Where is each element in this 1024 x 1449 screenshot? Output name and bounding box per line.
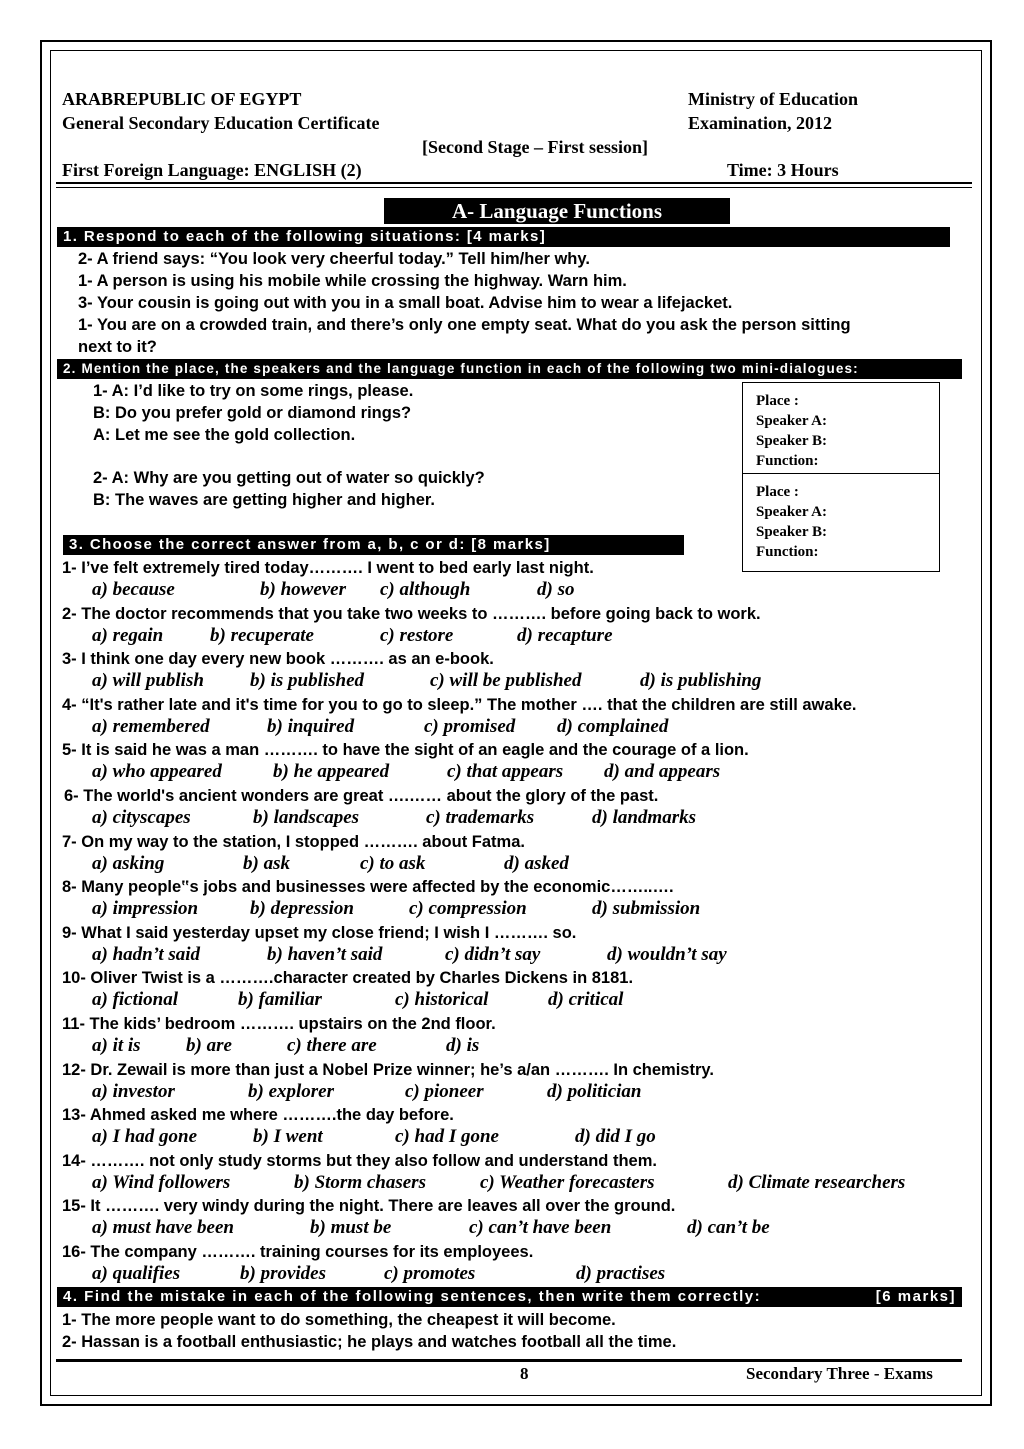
q3-option: c) Weather forecasters	[480, 1172, 655, 1193]
q3-options-row	[0, 1217, 960, 1239]
q1-item: 2- A friend says: “You look very cheerful today.” Tell him/her why.	[78, 250, 590, 268]
q3-question: 8- Many people‟s jobs and businesses were affected by the economic……..….	[62, 878, 674, 896]
header-exam: Examination, 2012	[688, 113, 833, 133]
q1-item: 3- Your cousin is going out with you in a small boat. Advise him to wear a lifejacket.	[78, 294, 733, 312]
q3-option: a) must have been	[92, 1217, 234, 1238]
q3-options-row	[0, 716, 960, 738]
q3-question: 1- I’ve felt extremely tired today………. I went to bed early last night.	[62, 559, 594, 577]
q3-option: a) regain	[92, 625, 164, 646]
header-rule-thin	[56, 187, 972, 188]
box-speaker-b-label: Speaker B:	[756, 433, 827, 449]
answer-box-dialogue2	[742, 473, 940, 572]
q3-option: b) Storm chasers	[294, 1172, 426, 1193]
q3-question: 10- Oliver Twist is a ……….character created by Charles Dickens in 8181.	[62, 969, 634, 987]
q3-options-row	[0, 944, 960, 966]
q3-question: 6- The world's ancient wonders are great ….…… about the glory of the past.	[64, 787, 659, 805]
q3-option: a) investor	[92, 1081, 175, 1102]
box-speaker-a-label: Speaker A:	[756, 413, 827, 429]
q3-option: d) Climate researchers	[728, 1172, 906, 1193]
q3-question: 2- The doctor recommends that you take two weeks to ………. before going back to work.	[62, 605, 761, 623]
q3-option: c) to ask	[360, 853, 426, 874]
q3-option: d) is publishing	[640, 670, 762, 691]
q3-option: c) can’t have been	[469, 1217, 612, 1238]
header-rule	[56, 182, 972, 184]
q3-option: b) I went	[253, 1126, 323, 1147]
q3-option: c) historical	[395, 989, 489, 1010]
dialogue1-line: B: Do you prefer gold or diamond rings?	[93, 404, 412, 422]
header-session: [Second Stage – First session]	[422, 137, 648, 157]
section-title: A- Language Functions	[384, 198, 730, 224]
q3-options-row	[0, 1035, 960, 1057]
q3-option: b) landscapes	[253, 807, 360, 828]
q1-item: 1- A person is using his mobile while crossing the highway. Warn him.	[78, 272, 627, 290]
q3-option: a) I had gone	[92, 1126, 198, 1147]
q3-question: 11- The kids’ bedroom ………. upstairs on the 2nd floor.	[62, 1015, 496, 1033]
q3-option: d) and appears	[604, 761, 721, 782]
q3-option: a) because	[92, 579, 175, 600]
q3-question: 12- Dr. Zewail is more than just a Nobel Prize winner; he’s a/an ………. In chemistry.	[62, 1061, 714, 1079]
q3-option: c) there are	[287, 1035, 377, 1056]
q3-option: d) asked	[504, 853, 569, 874]
box-speaker-b-label: Speaker B:	[756, 524, 827, 540]
q3-option: a) it is	[92, 1035, 141, 1056]
q3-options-row	[0, 1172, 960, 1194]
dialogue2-line: B: The waves are getting higher and higher.	[93, 491, 435, 509]
q3-option: a) Wind followers	[92, 1172, 231, 1193]
header-subject: First Foreign Language: ENGLISH (2)	[62, 160, 362, 180]
q3-title: 3. Choose the correct answer from a, b, c or d: [8 marks]	[63, 535, 684, 555]
q3-option: d) practises	[576, 1263, 666, 1284]
q3-options-row	[0, 898, 960, 920]
q3-options-row	[0, 989, 960, 1011]
page-number: 8	[520, 1364, 529, 1383]
q3-option: d) is	[446, 1035, 480, 1056]
q3-options-row	[0, 1126, 960, 1148]
box-function-label: Function:	[756, 544, 819, 560]
q3-question: 7- On my way to the station, I stopped ………. about Fatma.	[62, 833, 525, 851]
q4-item: 1- The more people want to do something, the cheapest it will become.	[62, 1311, 616, 1329]
q3-question: 16- The company ………. training courses for its employees.	[62, 1243, 534, 1261]
q3-option: b) are	[186, 1035, 232, 1056]
q3-option: b) inquired	[267, 716, 355, 737]
q3-option: b) explorer	[248, 1081, 335, 1102]
q3-options-row	[0, 1263, 960, 1285]
q4-title-bar	[57, 1287, 962, 1307]
q3-option: b) familiar	[238, 989, 322, 1010]
q3-option: c) that appears	[447, 761, 564, 782]
q3-option: a) will publish	[92, 670, 204, 691]
q4-title: 4. Find the mistake in each of the following sentences, then write them correctly:	[63, 1288, 762, 1305]
box-place-label: Place :	[756, 484, 799, 500]
q3-option: c) although	[380, 579, 471, 600]
q3-option: d) did I go	[575, 1126, 656, 1147]
q3-option: b) must be	[310, 1217, 392, 1238]
q3-option: b) he appeared	[273, 761, 390, 782]
q3-option: a) cityscapes	[92, 807, 191, 828]
q3-option: c) trademarks	[426, 807, 535, 828]
q1-item: 1- You are on a crowded train, and there’s only one empty seat. What do you ask the person sitting	[78, 316, 851, 334]
header-ministry: Ministry of Education	[688, 89, 859, 109]
q3-option: c) promotes	[384, 1263, 476, 1284]
q3-options-row	[0, 579, 960, 601]
q3-options-row	[0, 853, 960, 875]
q3-options-row	[0, 1081, 960, 1103]
q3-options-row	[0, 625, 960, 647]
q3-question: 3- I think one day every new book ………. as an e-book.	[62, 650, 494, 668]
q3-option: b) however	[260, 579, 347, 600]
q3-question: 5- It is said he was a man ………. to have the sight of an eagle and the courage of a lion.	[62, 741, 749, 759]
q3-option: c) compression	[409, 898, 527, 919]
box-function-label: Function:	[756, 453, 819, 469]
q3-option: a) hadn’t said	[92, 944, 201, 965]
q3-question: 13- Ahmed asked me where ……….the day before.	[62, 1106, 454, 1124]
footer-label: Secondary Three - Exams	[746, 1364, 933, 1383]
q3-question: 15- It ………. very windy during the night. There are leaves all over the ground.	[62, 1197, 676, 1215]
footer-rule	[56, 1359, 962, 1362]
q3-option: b) provides	[240, 1263, 327, 1284]
q3-option: b) haven’t said	[267, 944, 383, 965]
q3-option: d) complained	[557, 716, 669, 737]
q3-option: c) promised	[424, 716, 516, 737]
q3-options-row	[0, 807, 960, 829]
q3-question: 14- ………. not only study storms but they also follow and understand them.	[62, 1152, 657, 1170]
dialogue1-line: A: Let me see the gold collection.	[93, 426, 356, 444]
q3-options-row	[0, 670, 960, 692]
dialogue1-line: 1- A: I’d like to try on some rings, please.	[93, 382, 414, 400]
q3-option: a) asking	[92, 853, 165, 874]
answer-box-dialogue1	[742, 382, 940, 474]
q3-question: 9- What I said yesterday upset my close friend; I wish I ………. so.	[62, 924, 577, 942]
q4-item: 2- Hassan is a football enthusiastic; he plays and watches football all the time.	[62, 1333, 677, 1351]
q3-option: b) is published	[250, 670, 365, 691]
header-certificate: General Secondary Education Certificate	[62, 113, 380, 133]
q3-option: c) restore	[380, 625, 454, 646]
q1-title: 1. Respond to each of the following situations: [4 marks]	[57, 227, 950, 247]
q3-option: d) recapture	[517, 625, 613, 646]
q3-option: b) recuperate	[210, 625, 314, 646]
q3-option: c) pioneer	[405, 1081, 484, 1102]
q3-option: d) so	[537, 579, 575, 600]
q3-option: d) can’t be	[687, 1217, 770, 1238]
q3-option: d) politician	[547, 1081, 642, 1102]
q3-option: b) depression	[250, 898, 354, 919]
q3-option: a) qualifies	[92, 1263, 181, 1284]
q3-option: d) landmarks	[592, 807, 696, 828]
q4-marks: [6 marks]	[875, 1288, 956, 1305]
q3-option: c) didn’t say	[445, 944, 541, 965]
q3-options-row	[0, 761, 960, 783]
q3-option: b) ask	[243, 853, 290, 874]
header-country: ARABREPUBLIC OF EGYPT	[62, 89, 302, 109]
box-place-label: Place :	[756, 393, 799, 409]
header-time: Time: 3 Hours	[727, 160, 839, 180]
q3-option: d) critical	[548, 989, 624, 1010]
box-speaker-a-label: Speaker A:	[756, 504, 827, 520]
q3-option: c) had I gone	[395, 1126, 499, 1147]
q3-option: a) fictional	[92, 989, 179, 1010]
q1-item: next to it?	[78, 338, 157, 356]
q3-option: c) will be published	[430, 670, 582, 691]
q3-question: 4- “It's rather late and it's time for you to go to sleep.” The mother …. that the children are still awake.	[62, 696, 857, 714]
q3-option: d) wouldn’t say	[607, 944, 727, 965]
q3-option: d) submission	[592, 898, 701, 919]
dialogue2-line: 2- A: Why are you getting out of water so quickly?	[93, 469, 485, 487]
q3-option: a) remembered	[92, 716, 210, 737]
q3-option: a) impression	[92, 898, 199, 919]
q2-title: 2. Mention the place, the speakers and the language function in each of the following two mini-dialogues:	[57, 359, 962, 379]
q3-option: a) who appeared	[92, 761, 222, 782]
